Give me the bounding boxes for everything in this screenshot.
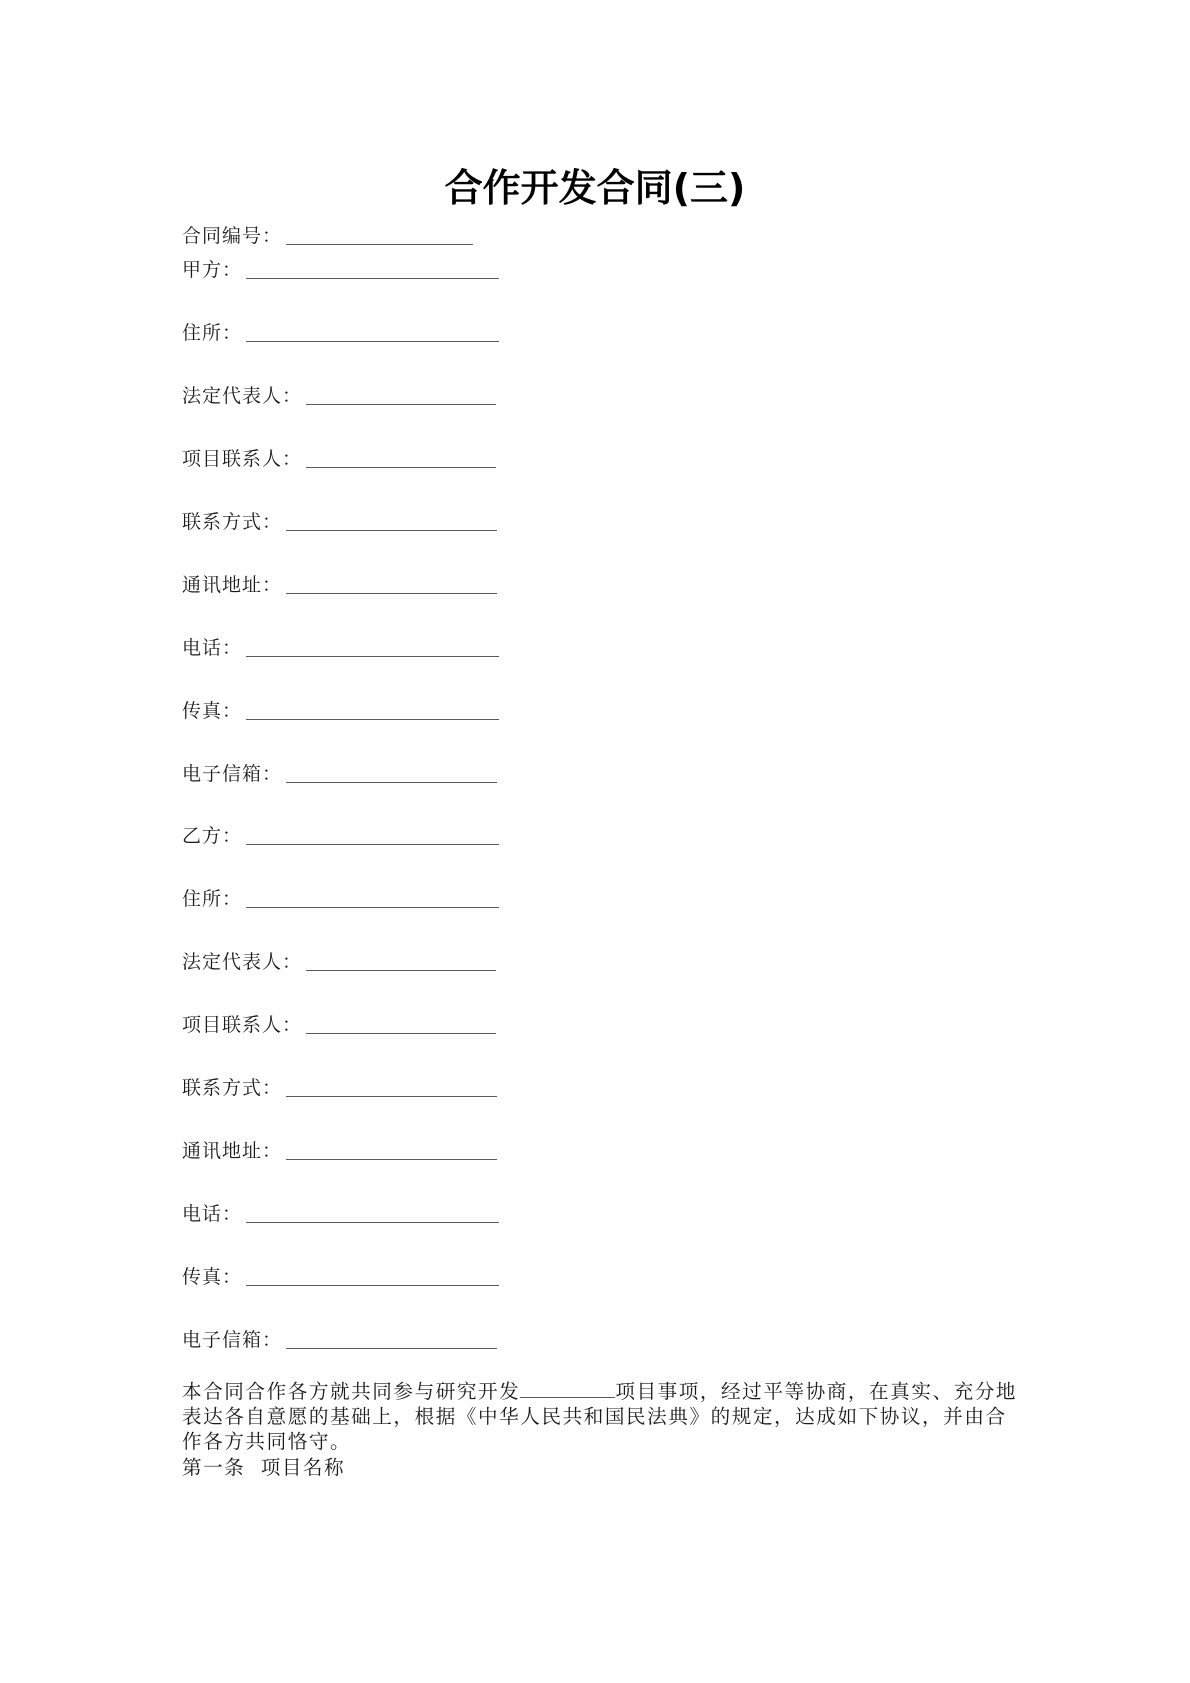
party-b-address-blank[interactable] xyxy=(246,889,499,908)
party-a-phone-blank[interactable] xyxy=(246,638,499,657)
field-label: 法定代表人： xyxy=(182,951,303,973)
article-1-heading: 第一条 项目名称 xyxy=(182,1456,346,1479)
field-label: 住所： xyxy=(182,322,243,344)
preamble-line-1 xyxy=(182,1379,1018,1404)
party-a-phone-field xyxy=(182,634,499,660)
party-b-email-blank[interactable] xyxy=(286,1330,497,1349)
party-b-contact-method-field xyxy=(182,1074,497,1100)
field-label: 电话： xyxy=(182,637,243,659)
preamble-line-2: 表达各自意愿的基础上，根据《中华人民共和国民法典》的规定，达成如下协议，并由合 xyxy=(182,1405,1007,1429)
party-b-fax-blank[interactable] xyxy=(246,1267,499,1286)
field-label: 电话： xyxy=(182,1203,243,1225)
party-a-fax-field xyxy=(182,697,499,723)
field-label: 联系方式： xyxy=(182,511,283,533)
contract-number-label: 合同编号： xyxy=(182,225,283,247)
party-a-fax-blank[interactable] xyxy=(246,701,499,720)
document-title: 合作开发合同(三) xyxy=(444,166,746,210)
field-label: 电子信箱： xyxy=(182,1329,283,1351)
party-a-contact-method-blank[interactable] xyxy=(286,512,497,531)
field-label: 通讯地址： xyxy=(182,1140,283,1162)
field-label: 项目联系人： xyxy=(182,1014,303,1036)
field-label: 传真： xyxy=(182,700,243,722)
party-a-project-contact-blank[interactable] xyxy=(306,449,496,468)
field-label: 法定代表人： xyxy=(182,385,303,407)
field-label: 住所： xyxy=(182,888,243,910)
preamble-paragraph xyxy=(182,1379,1018,1455)
party-b-phone-blank[interactable] xyxy=(246,1204,499,1223)
party-a-email-field xyxy=(182,760,497,786)
preamble-line-3: 作各方共同恪守。 xyxy=(182,1430,352,1454)
party-a-label: 甲方： xyxy=(182,259,243,281)
party-b-blank[interactable] xyxy=(246,826,499,845)
project-name-blank[interactable] xyxy=(520,1379,615,1398)
preamble-text-before-blank: 本合同合作各方就共同参与研究开发 xyxy=(182,1380,521,1403)
contract-number-field xyxy=(182,222,473,248)
party-a-contact-method-field xyxy=(182,508,497,534)
party-b-project-contact-field xyxy=(182,1011,496,1037)
party-a-project-contact-field xyxy=(182,445,496,471)
party-b-mailing-address-blank[interactable] xyxy=(286,1141,497,1160)
party-b-address-field xyxy=(182,885,499,911)
party-b-project-contact-blank[interactable] xyxy=(306,1015,496,1034)
field-label: 通讯地址： xyxy=(182,574,283,596)
preamble-text-after-blank: 项目事项，经过平等协商，在真实、充分地 xyxy=(615,1380,1018,1403)
field-label: 项目联系人： xyxy=(182,448,303,470)
party-b-mailing-address-field xyxy=(182,1137,497,1163)
contract-number-blank[interactable] xyxy=(286,226,473,245)
party-a-mailing-address-field xyxy=(182,571,497,597)
party-a-blank[interactable] xyxy=(246,260,499,279)
party-b-legal-rep-field xyxy=(182,948,496,974)
party-b-label: 乙方： xyxy=(182,825,243,847)
party-a-legal-rep-field xyxy=(182,382,496,408)
party-a-legal-rep-blank[interactable] xyxy=(306,386,496,405)
field-label: 电子信箱： xyxy=(182,763,283,785)
party-b-email-field xyxy=(182,1326,497,1352)
party-a-email-blank[interactable] xyxy=(286,764,497,783)
party-b-legal-rep-blank[interactable] xyxy=(306,952,496,971)
party-a-field xyxy=(182,256,499,282)
party-b-contact-method-blank[interactable] xyxy=(286,1078,497,1097)
field-label: 联系方式： xyxy=(182,1077,283,1099)
party-b-phone-field xyxy=(182,1200,499,1226)
party-b-fax-field xyxy=(182,1263,499,1289)
field-label: 传真： xyxy=(182,1266,243,1288)
party-a-address-field xyxy=(182,319,499,345)
party-a-mailing-address-blank[interactable] xyxy=(286,575,497,594)
party-a-address-blank[interactable] xyxy=(246,323,499,342)
party-b-field xyxy=(182,822,499,848)
